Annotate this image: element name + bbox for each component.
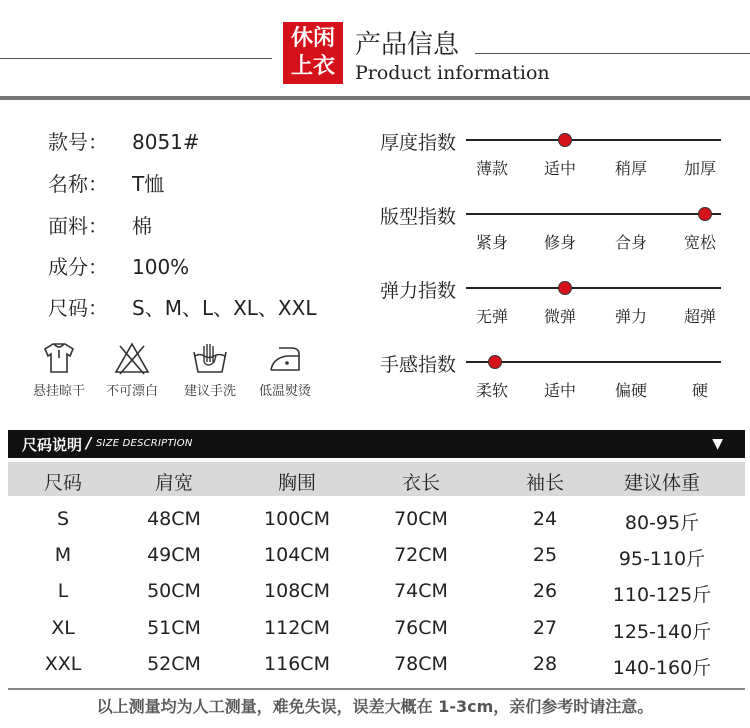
index-scale-line xyxy=(466,361,721,363)
care-label: 悬挂晾干 xyxy=(32,384,85,399)
table-cell: 112CM xyxy=(264,617,330,639)
table-header-cell: 肩宽 xyxy=(154,472,193,494)
care-low-iron xyxy=(243,340,327,399)
info-value: T恤 xyxy=(132,172,165,196)
table-cell: 95-110斤 xyxy=(618,548,706,570)
index-title: 版型指数 xyxy=(380,206,457,228)
badge-line-1: 休闲 xyxy=(290,26,335,51)
badge-line-2: 上衣 xyxy=(290,54,335,79)
info-value: 棉 xyxy=(132,214,152,238)
table-cell: 80-95斤 xyxy=(624,512,700,534)
table-header-cell: 袖长 xyxy=(525,472,564,494)
table-cell: 100CM xyxy=(264,508,330,530)
table-cell: 27 xyxy=(532,617,558,639)
index-selected-marker xyxy=(488,355,502,369)
info-label: 款号： xyxy=(48,130,108,154)
table-cell: M xyxy=(54,544,72,566)
page-title: 产品信息 xyxy=(355,30,460,60)
index-title: 手感指数 xyxy=(380,354,457,376)
index-option: 加厚 xyxy=(683,159,716,178)
table-header-cell: 胸围 xyxy=(277,472,316,494)
table-cell: 125-140斤 xyxy=(612,621,712,643)
table-cell: 52CM xyxy=(147,653,201,675)
info-label: 面料： xyxy=(48,214,108,238)
index-option: 超弹 xyxy=(683,307,716,326)
table-cell: 26 xyxy=(532,580,558,602)
table-cell: 24 xyxy=(532,508,558,530)
index-title: 弹力指数 xyxy=(380,280,457,302)
index-option: 柔软 xyxy=(475,381,508,400)
index-selected-marker xyxy=(558,281,572,295)
table-cell: 78CM xyxy=(394,653,448,675)
table-cell: L xyxy=(57,580,69,602)
index-option: 弹力 xyxy=(614,307,647,326)
index-option: 紧身 xyxy=(475,233,508,252)
info-value: S、M、L、XL、XXL xyxy=(132,296,317,320)
page-subtitle: Product information xyxy=(355,62,550,84)
size-banner-subtitle: SIZE DESCRIPTION xyxy=(96,438,193,449)
info-label: 名称： xyxy=(48,172,108,196)
table-cell: XL xyxy=(51,617,75,639)
info-row-sizes xyxy=(48,292,316,321)
table-cell: 76CM xyxy=(394,617,448,639)
index-option: 无弹 xyxy=(475,307,508,326)
no-bleach-icon xyxy=(112,340,152,376)
info-row-style xyxy=(48,126,200,155)
table-cell: 104CM xyxy=(264,544,330,566)
index-option: 适中 xyxy=(543,159,576,178)
size-banner xyxy=(8,430,745,458)
category-badge xyxy=(283,22,343,84)
table-cell: 140-160斤 xyxy=(612,657,712,679)
header-divider xyxy=(0,96,750,100)
table-cell: 116CM xyxy=(264,653,330,675)
index-option: 修身 xyxy=(543,233,576,252)
table-cell: 108CM xyxy=(264,580,330,602)
table-cell: 25 xyxy=(532,544,558,566)
size-banner-slash: / xyxy=(86,434,92,452)
index-scale-line xyxy=(466,213,721,215)
table-cell: 51CM xyxy=(147,617,201,639)
table-cell: 74CM xyxy=(394,580,448,602)
care-hand-wash xyxy=(168,340,252,399)
index-option: 适中 xyxy=(543,381,576,400)
table-cell: 110-125斤 xyxy=(612,584,712,606)
index-option: 微弹 xyxy=(543,307,576,326)
index-option: 稍厚 xyxy=(614,159,647,178)
index-title: 厚度指数 xyxy=(380,132,457,154)
low-iron-icon xyxy=(265,340,305,376)
info-row-name xyxy=(48,168,164,197)
footer-note: 以上测量均为人工测量，难免失误，误差大概在 1-3cm，亲们参考时请注意。 xyxy=(96,697,654,716)
info-label: 成分： xyxy=(48,255,108,279)
index-scale-line xyxy=(466,287,721,289)
table-cell: 70CM xyxy=(394,508,448,530)
info-row-composition xyxy=(48,251,189,280)
info-row-fabric xyxy=(48,210,152,239)
table-cell: 48CM xyxy=(147,508,201,530)
table-header-cell: 建议体重 xyxy=(623,472,700,494)
table-cell: 50CM xyxy=(147,580,201,602)
index-scale-line xyxy=(466,139,721,141)
table-cell: 28 xyxy=(532,653,558,675)
hang-dry-icon xyxy=(39,340,79,376)
index-option: 偏硬 xyxy=(614,381,647,400)
index-selected-marker xyxy=(698,207,712,221)
header-line-left xyxy=(0,58,272,59)
table-header-cell: 衣长 xyxy=(401,472,440,494)
index-option: 合身 xyxy=(614,233,647,252)
triangle-down-icon: ▼ xyxy=(712,436,723,452)
care-no-bleach xyxy=(90,340,174,399)
index-option: 硬 xyxy=(691,381,708,400)
index-option: 薄款 xyxy=(475,159,508,178)
table-header-cell: 尺码 xyxy=(43,472,82,494)
care-label: 建议手洗 xyxy=(183,384,236,399)
index-option: 宽松 xyxy=(683,233,716,252)
care-label: 不可漂白 xyxy=(105,384,158,399)
info-value: 8051# xyxy=(132,130,200,154)
care-label: 低温熨烫 xyxy=(258,384,311,399)
table-cell: S xyxy=(56,508,70,530)
index-selected-marker xyxy=(558,133,572,147)
size-banner-title: 尺码说明 xyxy=(22,436,83,454)
table-cell: 49CM xyxy=(147,544,201,566)
header-line-right xyxy=(475,53,750,54)
info-value: 100% xyxy=(132,255,190,279)
hand-wash-icon xyxy=(190,340,230,376)
footer-divider xyxy=(8,688,745,690)
info-label: 尺码： xyxy=(48,296,108,320)
table-cell: XXL xyxy=(44,653,82,675)
care-hang-dry xyxy=(17,340,101,399)
table-cell: 72CM xyxy=(394,544,448,566)
